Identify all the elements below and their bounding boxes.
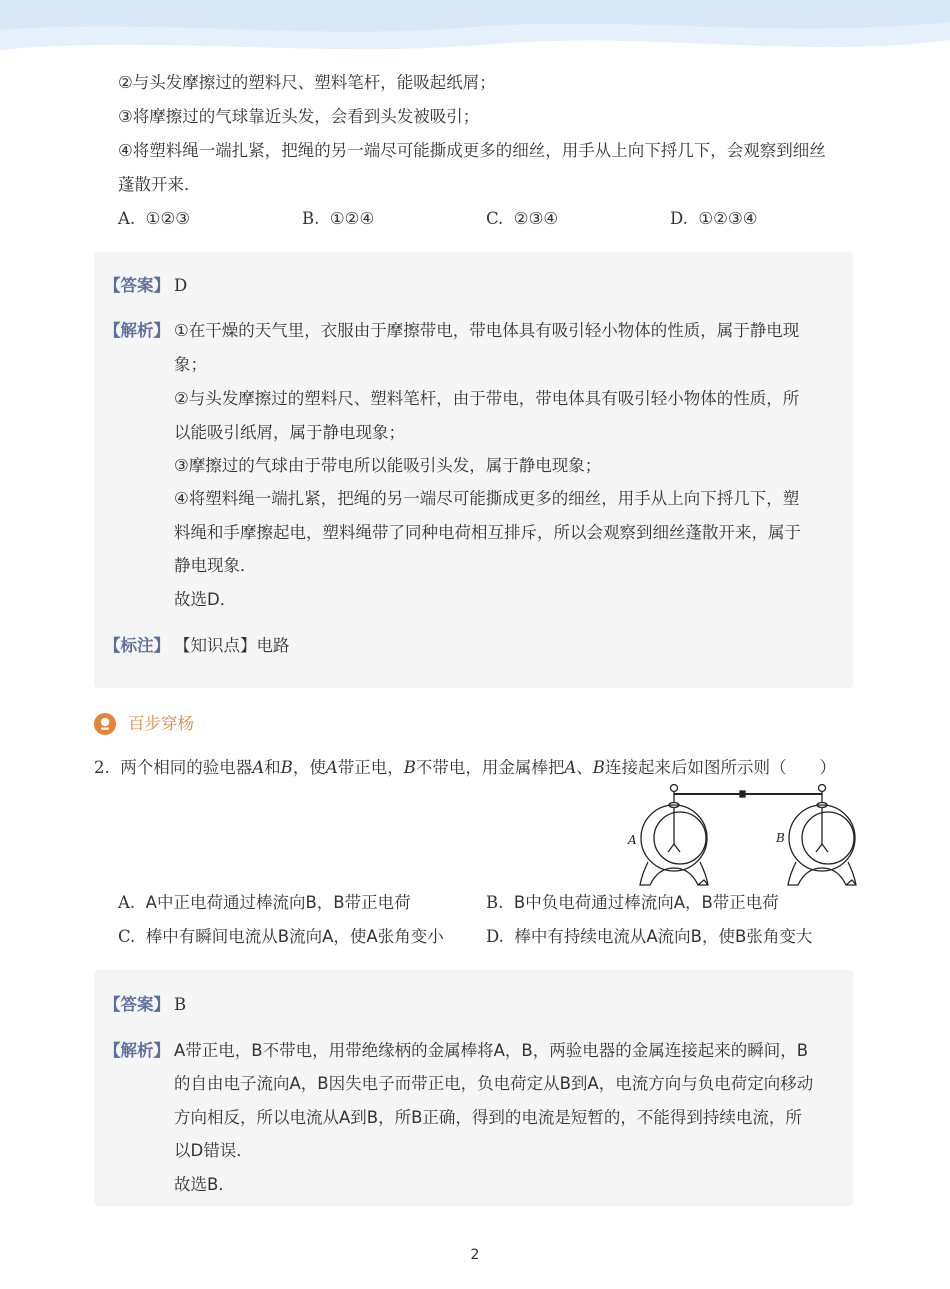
q2-stem-part: 连接起来后如图所示则（ ） bbox=[604, 758, 836, 777]
analysis-line: 料绳和手摩擦起电，塑料绳带了同种电荷相互排斥，所以会观察到细丝蓬散开来，属于 bbox=[174, 523, 801, 542]
analysis-label: 【解析】 bbox=[104, 321, 170, 340]
q2-stem-part: 两个相同的验电器 bbox=[120, 758, 253, 777]
analysis-label: 【解析】 bbox=[104, 1041, 170, 1060]
q1-stem-line: 蓬散开来． bbox=[118, 175, 201, 194]
var-a: A bbox=[564, 758, 577, 777]
option-text: ①②④ bbox=[329, 209, 375, 228]
figure-label-a: A bbox=[628, 833, 637, 847]
option-letter: C. bbox=[118, 927, 136, 946]
q2-option-a[interactable] bbox=[118, 892, 411, 914]
analysis-line: 故选B． bbox=[174, 1175, 235, 1194]
option-letter: D. bbox=[486, 927, 504, 946]
option-text: A中正电荷通过棒流向B，B带正电荷 bbox=[145, 893, 411, 912]
bulb-badge-icon bbox=[94, 713, 116, 735]
option-text: 棒中有持续电流从A流向B，使B张角变大 bbox=[514, 927, 813, 946]
analysis-line: ②与头发摩擦过的塑料尺、塑料笔杆，由于带电，带电体具有吸引轻小物体的性质，所 bbox=[174, 389, 800, 408]
electroscope-figure bbox=[620, 782, 865, 890]
option-text: ①②③ bbox=[145, 209, 191, 228]
q1-option-d[interactable] bbox=[670, 208, 758, 230]
analysis-line: ③摩擦过的气球由于带电所以能吸引头发，属于静电现象； bbox=[174, 456, 602, 475]
option-text: ②③④ bbox=[513, 209, 559, 228]
answer-value: D bbox=[174, 276, 188, 295]
section-title: 百步穿杨 bbox=[128, 714, 194, 733]
answer-value: B bbox=[174, 995, 187, 1014]
q1-stem-line: ②与头发摩擦过的塑料尺、塑料笔杆，能吸起纸屑； bbox=[118, 73, 496, 92]
q2-stem-part: 、 bbox=[576, 758, 593, 777]
q2-number: 2. bbox=[94, 758, 110, 777]
q1-stem-line: ④将塑料绳一端扎紧，把绳的另一端尽可能撕成更多的细丝，用手从上向下捋几下，会观察到细丝 bbox=[118, 141, 826, 160]
option-letter: B. bbox=[486, 893, 504, 912]
q2-option-c[interactable] bbox=[118, 926, 444, 948]
q2-stem-part: ，使 bbox=[292, 758, 326, 777]
page-number: 2 bbox=[470, 1247, 480, 1263]
var-b: B bbox=[403, 758, 416, 777]
q2-stem bbox=[94, 757, 836, 779]
answer-label: 【答案】 bbox=[104, 995, 170, 1014]
q2-stem-part: 不带电，用金属棒把 bbox=[415, 758, 565, 777]
option-text: B中负电荷通过棒流向A，B带正电荷 bbox=[513, 893, 779, 912]
q2-stem-part: 和 bbox=[264, 758, 281, 777]
analysis-line: 故选D． bbox=[174, 590, 237, 609]
analysis-line: ①在干燥的天气里，衣服由于摩擦带电，带电体具有吸引轻小物体的性质，属于静电现 bbox=[174, 321, 800, 340]
note-label: 【标注】 bbox=[104, 636, 170, 655]
q1-option-a[interactable] bbox=[118, 208, 190, 230]
note-value: 【知识点】电路 bbox=[174, 636, 290, 655]
q2-stem-part: 带正电， bbox=[337, 758, 404, 777]
option-letter: D. bbox=[670, 209, 688, 228]
option-letter: C. bbox=[486, 209, 504, 228]
analysis-line: 以能吸引纸屑，属于静电现象； bbox=[174, 423, 405, 442]
q2-option-d[interactable] bbox=[486, 926, 812, 948]
var-a: A bbox=[325, 758, 338, 777]
analysis-line: 的自由电子流向A，B因失电子而带正电，负电荷定从B到A，电流方向与负电荷定向移动 bbox=[174, 1074, 814, 1093]
analysis-line: 静电现象． bbox=[174, 556, 257, 575]
option-letter: B. bbox=[302, 209, 320, 228]
analysis-line: 以D错误． bbox=[174, 1141, 253, 1160]
analysis-line: 象； bbox=[174, 355, 207, 374]
q1-stem-line: ③将摩擦过的气球靠近头发，会看到头发被吸引； bbox=[118, 107, 480, 126]
option-text: 棒中有瞬间电流从B流向A，使A张角变小 bbox=[145, 927, 444, 946]
figure-label-b: B bbox=[776, 831, 785, 845]
option-letter: A. bbox=[118, 893, 136, 912]
header-wave-decoration bbox=[0, 0, 950, 70]
analysis-line: 方向相反，所以电流从A到B，所B正确，得到的电流是短暂的，不能得到持续电流，所 bbox=[174, 1108, 802, 1127]
option-letter: A. bbox=[118, 209, 136, 228]
var-b: B bbox=[592, 758, 605, 777]
option-text: ①②③④ bbox=[698, 209, 758, 228]
var-b: B bbox=[280, 758, 293, 777]
analysis-line: ④将塑料绳一端扎紧，把绳的另一端尽可能撕成更多的细丝，用手从上向下捋几下，塑 bbox=[174, 489, 800, 508]
q1-option-b[interactable] bbox=[302, 208, 374, 230]
analysis-line: A带正电，B不带电，用带绝缘柄的金属棒将A，B，两验电器的金属连接起来的瞬间，B bbox=[174, 1041, 809, 1060]
q2-option-b[interactable] bbox=[486, 892, 779, 914]
answer-label: 【答案】 bbox=[104, 276, 170, 295]
q1-option-c[interactable] bbox=[486, 208, 558, 230]
var-a: A bbox=[252, 758, 265, 777]
